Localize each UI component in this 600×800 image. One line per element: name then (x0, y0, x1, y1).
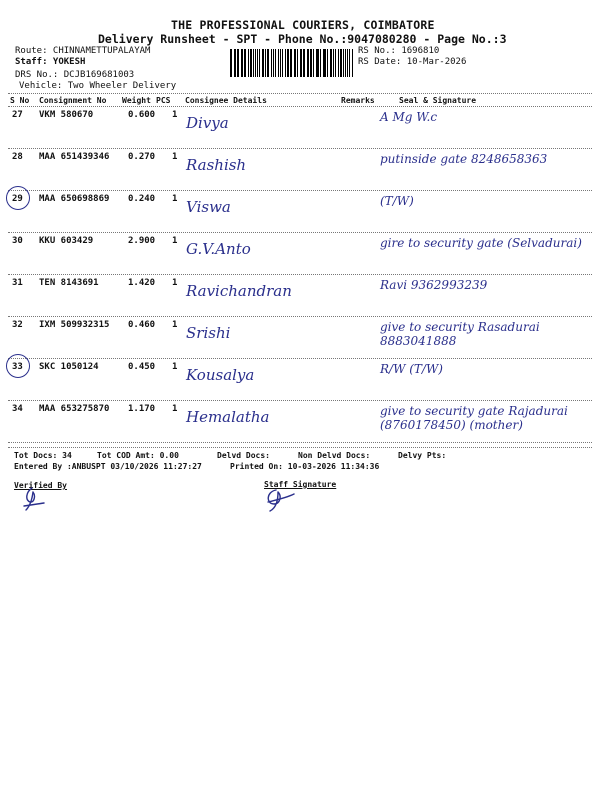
barcode-bar (287, 49, 289, 77)
barcode-bar (349, 49, 351, 77)
barcode-bar (303, 49, 304, 77)
row-weight: 1.170 (128, 404, 156, 414)
row-divider (8, 358, 592, 359)
row-weight: 0.240 (128, 194, 156, 204)
row-divider (8, 316, 592, 317)
footer-rule (8, 447, 592, 448)
row-divider (8, 274, 592, 275)
row-divider (8, 400, 592, 401)
barcode-bar (297, 49, 298, 77)
col-sno: S No (10, 96, 30, 105)
barcode-bar (248, 49, 249, 77)
barcode-bar (253, 49, 254, 77)
col-consignee: Consignee Details (185, 96, 267, 105)
row-weight: 0.450 (128, 362, 156, 372)
row-pcs: 1 (172, 320, 178, 330)
barcode-bar (340, 49, 342, 77)
row-consignment-no: MAA 651439346 (39, 152, 110, 162)
barcode-bar (280, 49, 281, 77)
row-divider (8, 232, 592, 233)
barcode-bar (313, 49, 314, 77)
col-remarks: Remarks (341, 96, 375, 105)
barcode-bar (335, 49, 336, 77)
barcode-bar (347, 49, 348, 77)
col-weight: Weight (122, 96, 151, 105)
header-bottom-rule (8, 106, 592, 107)
row-pcs: 1 (172, 236, 178, 246)
barcode-bar (262, 49, 264, 77)
row-seal-signature: putinside gate 8248658363 (380, 152, 548, 166)
barcode-bar (345, 49, 346, 77)
row-consignee-name: G.V.Anto (186, 240, 251, 258)
row-seal-signature: R/W (T/W) (380, 362, 443, 376)
row-divider (8, 442, 592, 443)
row-pcs: 1 (172, 152, 178, 162)
barcode-bar (275, 49, 277, 77)
circled-row-mark (6, 186, 30, 210)
row-weight: 1.420 (128, 278, 156, 288)
barcode-bar (230, 49, 232, 77)
barcode-bar (307, 49, 309, 77)
drs-number: DRS No.: DCJB169681003 (15, 70, 135, 80)
row-weight: 0.270 (128, 152, 156, 162)
row-seal-signature: give to security gate Rajadurai (8760178450) (mother) (380, 404, 568, 432)
row-consignment-no: MAA 650698869 (39, 194, 110, 204)
row-consignment-no: MAA 653275870 (39, 404, 110, 414)
barcode-bar (352, 49, 353, 77)
row-consignee-name: Viswa (186, 198, 231, 216)
row-weight: 0.600 (128, 110, 156, 120)
barcode-bar (241, 49, 242, 77)
barcode-bar (338, 49, 340, 77)
barcode-bar (320, 49, 321, 77)
row-consignment-no: SKC 1050124 (39, 362, 99, 372)
barcode-bar (250, 49, 252, 77)
barcode-bar (278, 49, 279, 77)
barcode-bar (255, 49, 256, 77)
row-seal-signature: (T/W) (380, 194, 414, 208)
verified-by-label: Verified By (14, 481, 67, 490)
barcode-bar (295, 49, 296, 77)
row-sno: 27 (12, 110, 23, 120)
row-consignment-no: IXM 509932315 (39, 320, 110, 330)
row-sno: 28 (12, 152, 23, 162)
row-pcs: 1 (172, 404, 178, 414)
row-weight: 0.460 (128, 320, 156, 330)
barcode-bar (343, 49, 344, 77)
barcode-bar (267, 49, 269, 77)
row-consignee-name: Hemalatha (186, 408, 270, 426)
barcode-bar (234, 49, 235, 77)
row-pcs: 1 (172, 362, 178, 372)
staff-signature-mark (262, 484, 302, 514)
barcode-bar (290, 49, 292, 77)
row-consignee-name: Divya (186, 114, 229, 132)
barcode-bar (333, 49, 334, 77)
row-seal-signature: Ravi 9362993239 (380, 278, 488, 292)
barcode-bar (327, 49, 328, 77)
row-seal-signature: gire to security gate (Selvadurai) (380, 236, 582, 250)
barcode-bar (282, 49, 284, 77)
printed-on: Printed On: 10-03-2026 11:34:36 (230, 462, 380, 471)
row-seal-signature: give to security Rasadurai 8883041888 (380, 320, 540, 348)
row-sno: 29 (12, 194, 23, 204)
barcode-bar (259, 49, 261, 77)
delivery-points: Delvy Pts: (398, 451, 447, 460)
row-sno: 32 (12, 320, 23, 330)
barcode-bar (324, 49, 326, 77)
barcode-bar (271, 49, 272, 77)
header-top-rule (8, 93, 592, 94)
row-consignee-name: Ravichandran (186, 282, 292, 300)
barcode (230, 49, 354, 77)
barcode-bar (304, 49, 305, 77)
delivered-docs: Delvd Docs: (217, 451, 270, 460)
barcode-bar (237, 49, 239, 77)
row-consignment-no: VKM 580670 (39, 110, 94, 120)
barcode-bar (310, 49, 312, 77)
row-pcs: 1 (172, 110, 178, 120)
row-seal-signature: A Mg W.c (380, 110, 438, 124)
circled-row-mark (6, 354, 30, 378)
company-name: THE PROFESSIONAL COURIERS, COIMBATORE (171, 18, 435, 32)
rs-number: RS No.: 1696810 (358, 46, 440, 56)
barcode-bar (273, 49, 274, 77)
row-consignee-name: Rashish (186, 156, 247, 174)
barcode-bar (294, 49, 295, 77)
row-sno: 33 (12, 362, 23, 372)
row-pcs: 1 (172, 194, 178, 204)
barcode-bar (257, 49, 258, 77)
total-cod-amount: Tot COD Amt: 0.00 (97, 451, 179, 460)
staff-label: Staff: YOKESH (15, 57, 86, 67)
staff-signature-label: Staff Signature (264, 480, 337, 489)
col-seal: Seal & Signature (399, 96, 477, 105)
col-pcs: PCS (156, 96, 171, 105)
row-divider (8, 190, 592, 191)
rs-date: RS Date: 10-Mar-2026 (358, 57, 467, 67)
row-divider (8, 148, 592, 149)
row-consignment-no: KKU 603429 (39, 236, 94, 246)
barcode-bar (316, 49, 317, 77)
row-sno: 34 (12, 404, 23, 414)
barcode-bar (235, 49, 236, 77)
barcode-bar (300, 49, 302, 77)
barcode-bar (242, 49, 243, 77)
row-consignee-name: Srishi (186, 324, 231, 342)
row-consignee-name: Kousalya (186, 366, 255, 384)
col-consignment: Consignment No (39, 96, 107, 105)
total-docs: Tot Docs: 34 (14, 451, 72, 460)
verified-signature (20, 484, 50, 514)
row-sno: 30 (12, 236, 23, 246)
row-consignment-no: TEN 8143691 (39, 278, 99, 288)
route-label: Route: CHINNAMETTUPALAYAM (15, 46, 151, 56)
vehicle-label: Vehicle: Two Wheeler Delivery (19, 81, 177, 91)
barcode-bar (265, 49, 266, 77)
entered-by: Entered By :ANBUSPT 03/10/2026 11:27:27 (14, 462, 202, 471)
barcode-bar (317, 49, 319, 77)
row-pcs: 1 (172, 278, 178, 288)
barcode-bar (323, 49, 324, 77)
barcode-bar (244, 49, 246, 77)
row-sno: 31 (12, 278, 23, 288)
barcode-bar (285, 49, 286, 77)
runsheet-title: Delivery Runsheet - SPT - Phone No.:9047080280 - Page No.:3 (98, 32, 507, 46)
row-weight: 2.900 (128, 236, 156, 246)
non-delivered-docs: Non Delvd Docs: (298, 451, 371, 460)
barcode-bar (330, 49, 332, 77)
